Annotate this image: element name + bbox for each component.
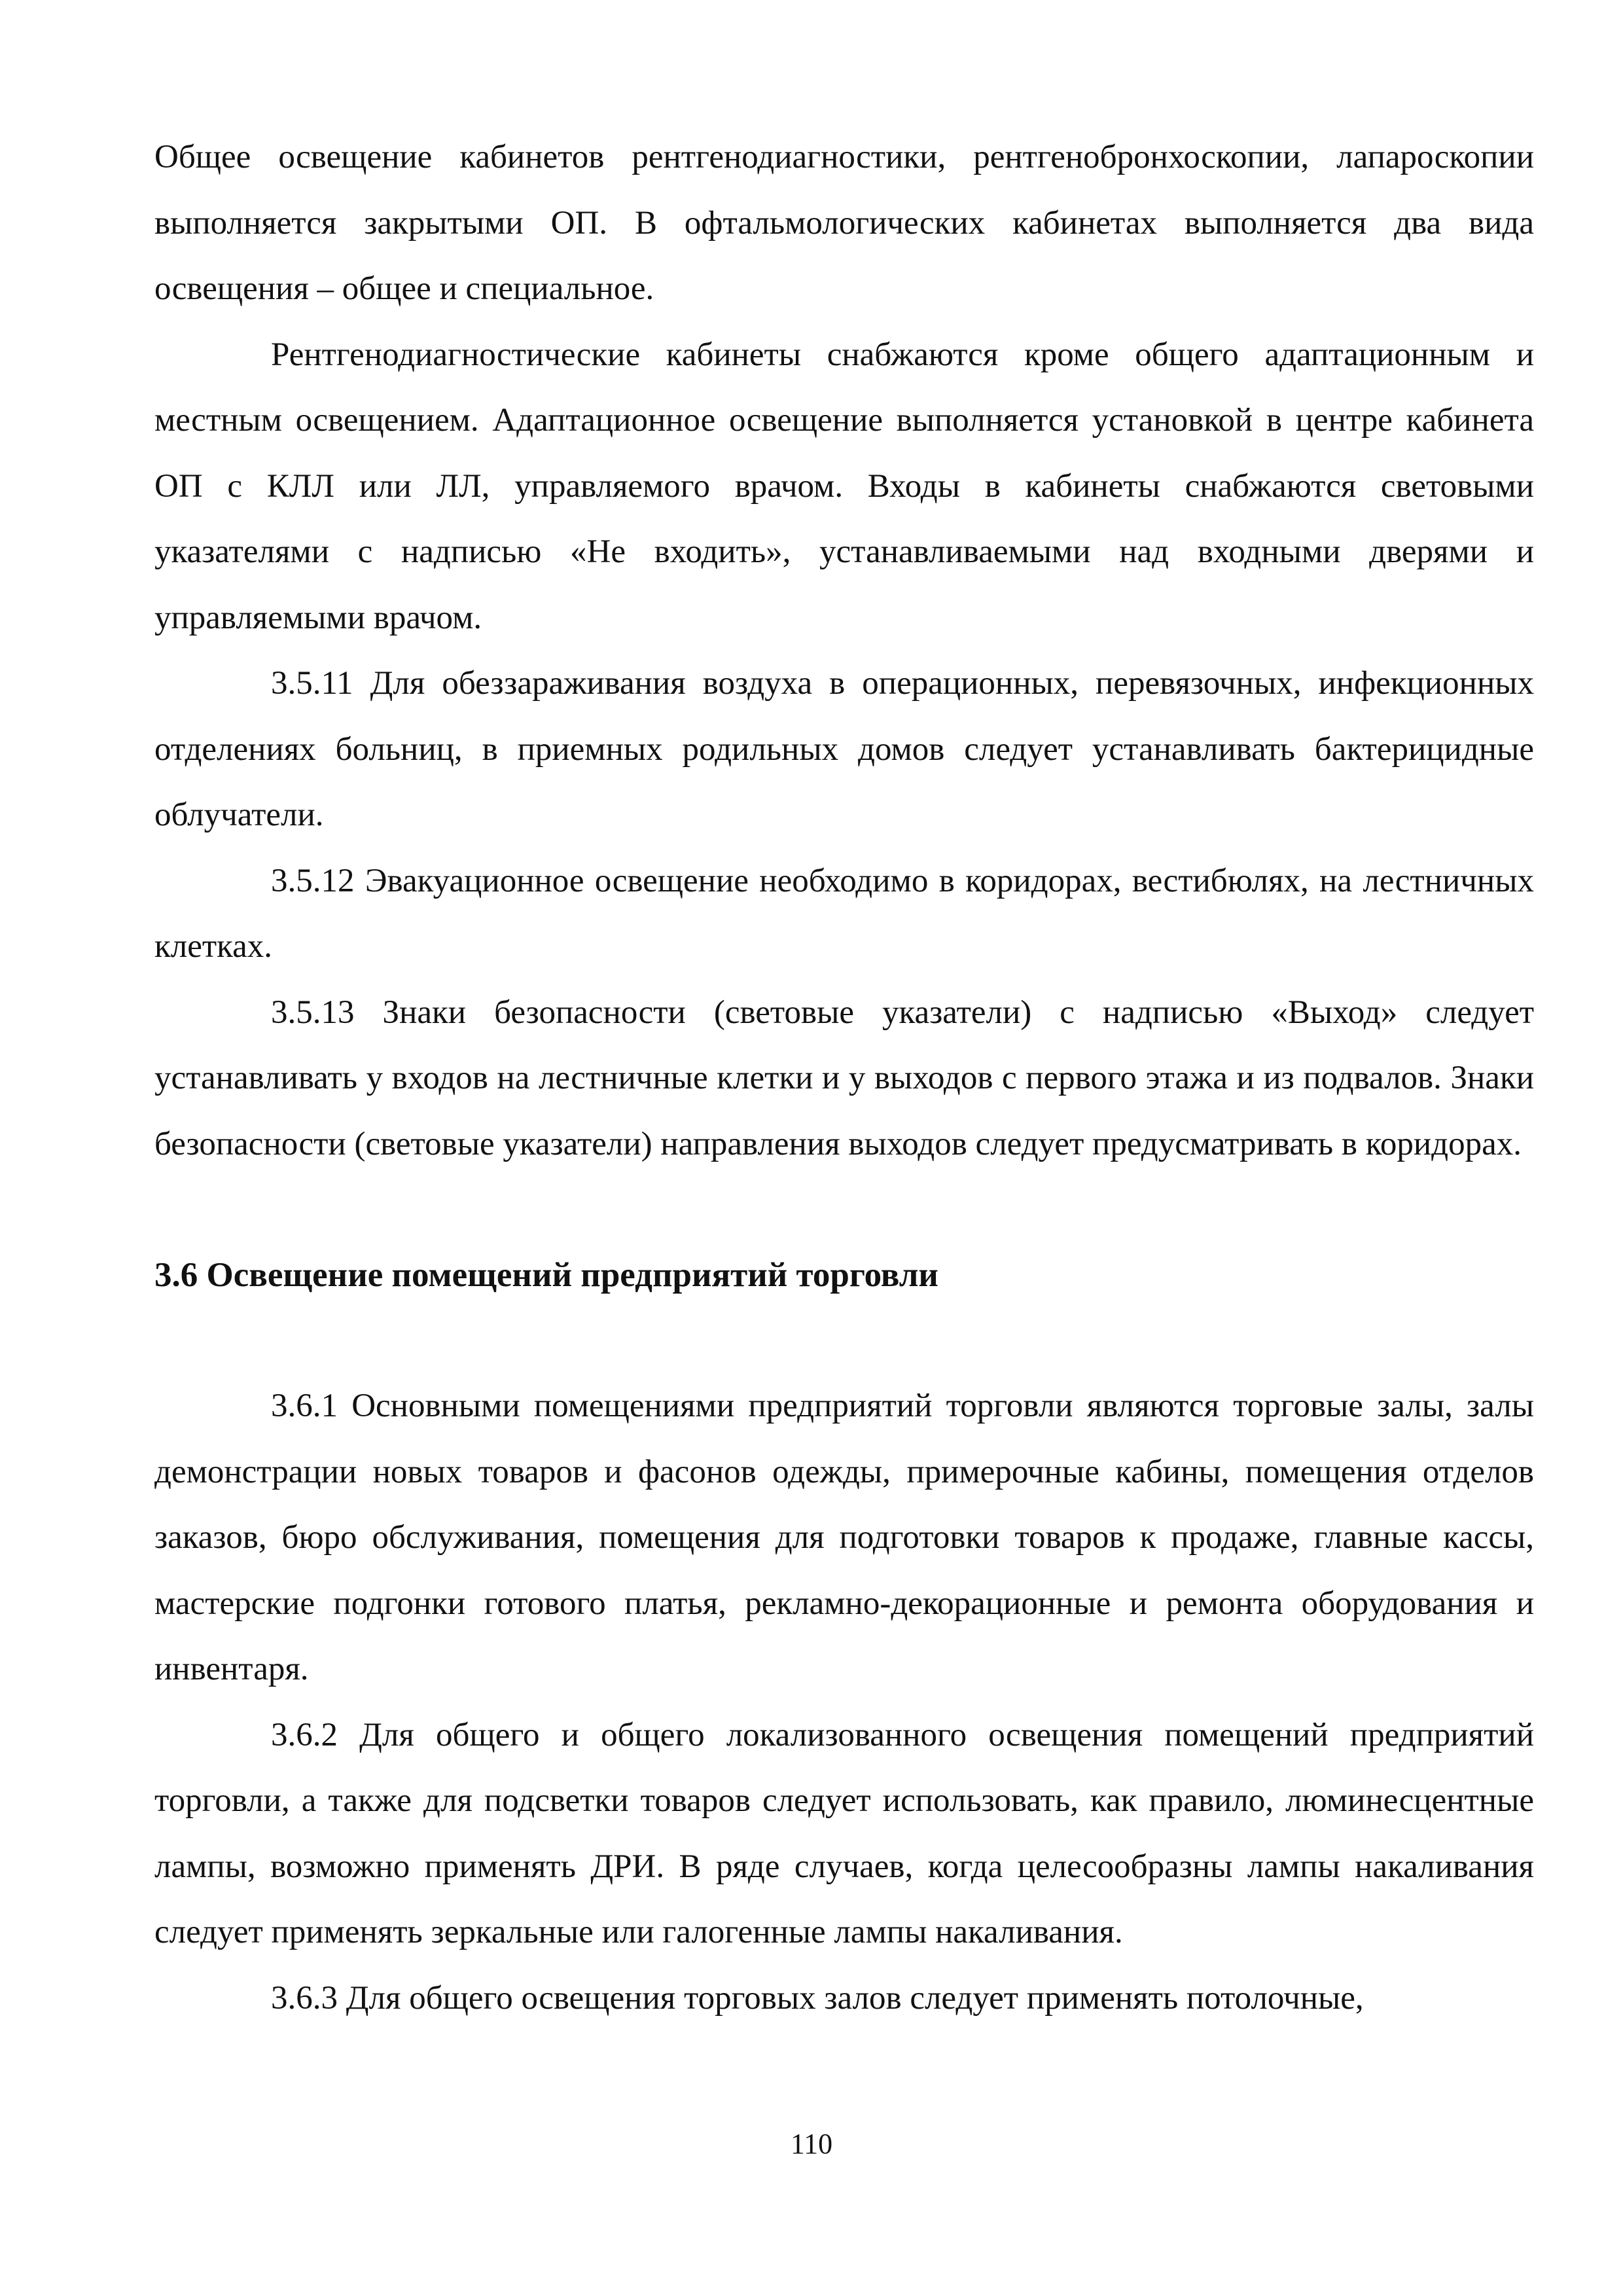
paragraph-general-lighting: Общее освещение кабинетов рентгенодиагностики, рентгенобронхоскопии, лапароскопии выполняется закрытыми ОП. В офтальмологических кабинетах выполняется два вида освещения – общее и специальное.: [154, 139, 1534, 307]
paragraph-3-6-2: 3.6.2 Для общего и общего локализованного освещения помещений предприятий торговли, а также для подсветки товаров следует использовать, как правило, люминесцентные лампы, возможно применять ДРИ. В ряде случаев, когда целесообразны лампы накаливания следует применять зеркальные или галогенные лампы накаливания.: [154, 1716, 1534, 1950]
paragraph-3-5-12: 3.5.12 Эвакуационное освещение необходимо в коридорах, вестибюлях, на лестничных клетках.: [154, 862, 1534, 965]
page-number: 110: [790, 2128, 833, 2160]
paragraph-3-5-11: 3.5.11 Для обеззараживания воздуха в операционных, перевязочных, инфекционных отделениях больниц, в приемных родильных домов следует устанавливать бактерицидные облучатели.: [154, 665, 1534, 833]
paragraph-xray-rooms: Рентгенодиагностические кабинеты снабжаются кроме общего адаптационным и местным освещением. Адаптационное освещение выполняется установкой в центре кабинета ОП с КЛЛ или ЛЛ, управляемого врачом. Входы в кабинеты снабжаются световыми указателями с надписью «Не входить», устанавливаемыми над входными дверями и управляемыми врачом.: [154, 336, 1534, 636]
paragraph-3-6-1: 3.6.1 Основными помещениями предприятий торговли являются торговые залы, залы демонстрации новых товаров и фасонов одежды, примерочные кабины, помещения отделов заказов, бюро обслуживания, помещения для подготовки товаров к продаже, главные кассы, мастерские подгонки готового платья, рекламно-декорационные и ремонта оборудования и инвентаря.: [154, 1388, 1534, 1687]
paragraph-3-6-3: 3.6.3 Для общего освещения торговых залов следует применять потолочные,: [271, 1979, 1364, 2017]
section-heading: 3.6 Освещение помещений предприятий торговли: [154, 1256, 938, 1294]
document-page: [154, 124, 1534, 2031]
paragraph-3-5-13: 3.5.13 Знаки безопасности (световые указатели) с надписью «Выход» следует устанавливать у входов на лестничные клетки и у выходов с первого этажа и из подвалов. Знаки безопасности (световые указатели) направления выходов следует предусматривать в коридорах.: [154, 994, 1534, 1162]
